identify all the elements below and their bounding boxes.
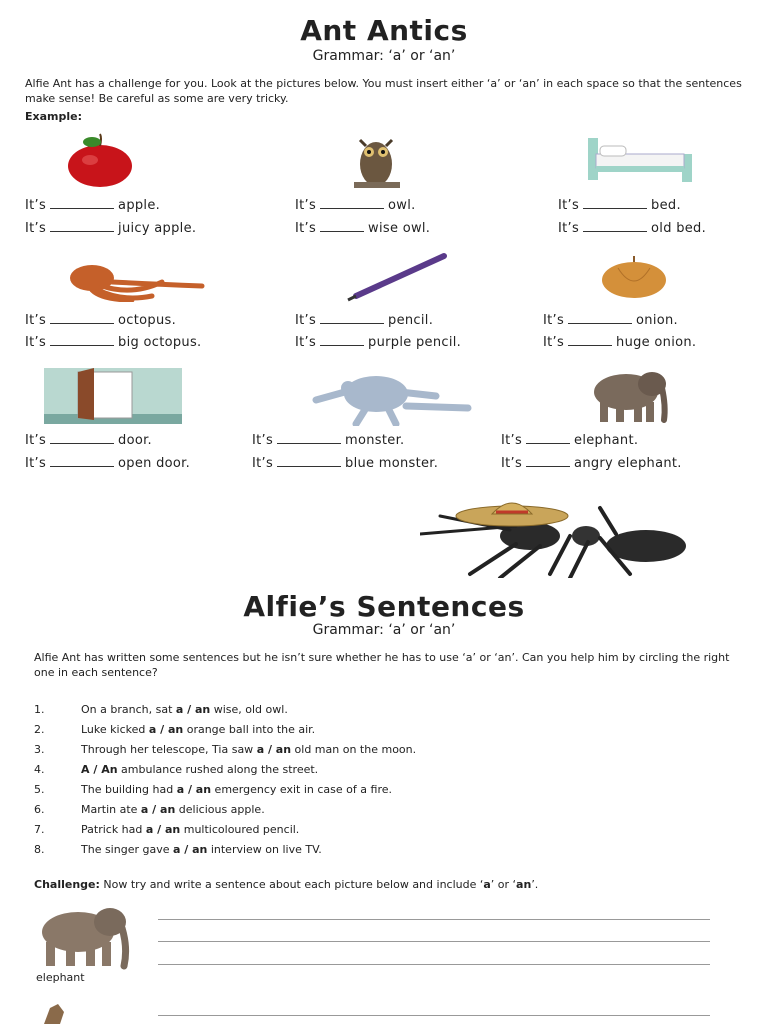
monster-icon (296, 370, 472, 426)
list-item: 1. On a branch, sat a / an wise, old owl. (34, 703, 288, 716)
item-bed-line2: It’s old bed. (558, 221, 707, 236)
sentence-list (34, 703, 734, 863)
item-octopus-line2: It’s big octopus. (25, 335, 202, 350)
ant-with-sombrero-icon (420, 494, 692, 578)
answer-blank[interactable] (50, 456, 114, 467)
item-onion-line1: It’s onion. (543, 313, 678, 328)
answer-blank[interactable] (320, 221, 364, 232)
page-subtitle: Grammar: ‘a’ or ‘an’ (312, 48, 456, 64)
choice-toggle[interactable]: a / an (256, 743, 292, 756)
answer-blank[interactable] (583, 198, 647, 209)
owl-icon (340, 134, 410, 192)
choice-toggle[interactable]: a / an (176, 783, 212, 796)
list-item: 2. Luke kicked a / an orange ball into the air. (34, 723, 316, 736)
apple-icon (62, 132, 138, 190)
list-item: 4. A / An ambulance rushed along the street. (34, 763, 319, 776)
answer-blank[interactable] (320, 198, 384, 209)
answer-blank[interactable] (50, 198, 114, 209)
answer-blank[interactable] (50, 313, 114, 324)
item-owl-line1: It’s owl. (295, 198, 416, 213)
answer-blank[interactable] (50, 221, 114, 232)
item-apple-line2: It’s juicy apple. (25, 221, 197, 236)
answer-blank[interactable] (277, 433, 341, 444)
bed-icon (584, 134, 696, 184)
list-item: 8. The singer gave a / an interview on live TV. (34, 843, 322, 856)
page-title: Ant Antics (300, 14, 468, 47)
octopus-icon (52, 262, 212, 302)
page-title-2: Alfie’s Sentences (243, 590, 525, 623)
challenge-caption: elephant (36, 971, 85, 984)
item-owl-line2: It’s wise owl. (295, 221, 431, 236)
item-onion-line2: It’s huge onion. (543, 335, 697, 350)
choice-toggle[interactable]: a / an (172, 843, 208, 856)
item-elephant-line1: It’s elephant. (501, 433, 639, 448)
writing-line[interactable] (158, 941, 710, 942)
choice-toggle[interactable]: a / an (148, 723, 184, 736)
choice-toggle[interactable]: a / an (175, 703, 211, 716)
list-item: 6. Martin ate a / an delicious apple. (34, 803, 265, 816)
answer-blank[interactable] (50, 433, 114, 444)
intro-text-2: Alfie Ant has written some sentences but he isn’t sure whether he has to use ‘a’ or ‘an’. Can you help him by circling the right one in each sentence? (34, 651, 730, 679)
answer-blank[interactable] (320, 313, 384, 324)
example-label: Example: (25, 110, 82, 123)
writing-line[interactable] (158, 1015, 710, 1016)
answer-blank[interactable] (50, 335, 114, 346)
item-elephant-line2: It’s angry elephant. (501, 456, 682, 471)
writing-line[interactable] (158, 919, 710, 920)
item-door-line1: It’s door. (25, 433, 152, 448)
answer-blank[interactable] (526, 433, 570, 444)
item-monster-line1: It’s monster. (252, 433, 405, 448)
intro-text: Alfie Ant has a challenge for you. Look at the pictures below. You must insert either ‘a’ or ‘an’ in each space so that the sentences make sense! Be careful as some are very tricky. (25, 77, 742, 105)
partial-picture-icon (38, 1000, 70, 1024)
list-item: 7. Patrick had a / an multicoloured pencil. (34, 823, 300, 836)
item-pencil-line2: It’s purple pencil. (295, 335, 462, 350)
choice-toggle[interactable]: A / An (81, 763, 118, 776)
item-door-line2: It’s open door. (25, 456, 191, 471)
choice-toggle[interactable]: a / an (145, 823, 181, 836)
pencil-icon (344, 252, 448, 304)
answer-blank[interactable] (277, 456, 341, 467)
writing-line[interactable] (158, 964, 710, 965)
answer-blank[interactable] (320, 335, 364, 346)
challenge-text: Challenge: Now try and write a sentence about each picture below and include ‘a’ or ‘an’. (34, 878, 539, 891)
item-pencil-line1: It’s pencil. (295, 313, 434, 328)
page-subtitle-2: Grammar: ‘a’ or ‘an’ (312, 622, 456, 638)
item-monster-line2: It’s blue monster. (252, 456, 439, 471)
elephant-icon (586, 366, 672, 424)
item-octopus-line1: It’s octopus. (25, 313, 176, 328)
list-item: 5. The building had a / an emergency exit in case of a fire. (34, 783, 392, 796)
answer-blank[interactable] (568, 335, 612, 346)
elephant-icon (32, 902, 134, 970)
onion-icon (598, 254, 670, 300)
door-icon (44, 368, 182, 424)
answer-blank[interactable] (568, 313, 632, 324)
item-bed-line1: It’s bed. (558, 198, 681, 213)
answer-blank[interactable] (583, 221, 647, 232)
list-item: 3. Through her telescope, Tia saw a / an old man on the moon. (34, 743, 417, 756)
item-apple-line1: It’s apple. (25, 198, 161, 213)
answer-blank[interactable] (526, 456, 570, 467)
choice-toggle[interactable]: a / an (140, 803, 176, 816)
